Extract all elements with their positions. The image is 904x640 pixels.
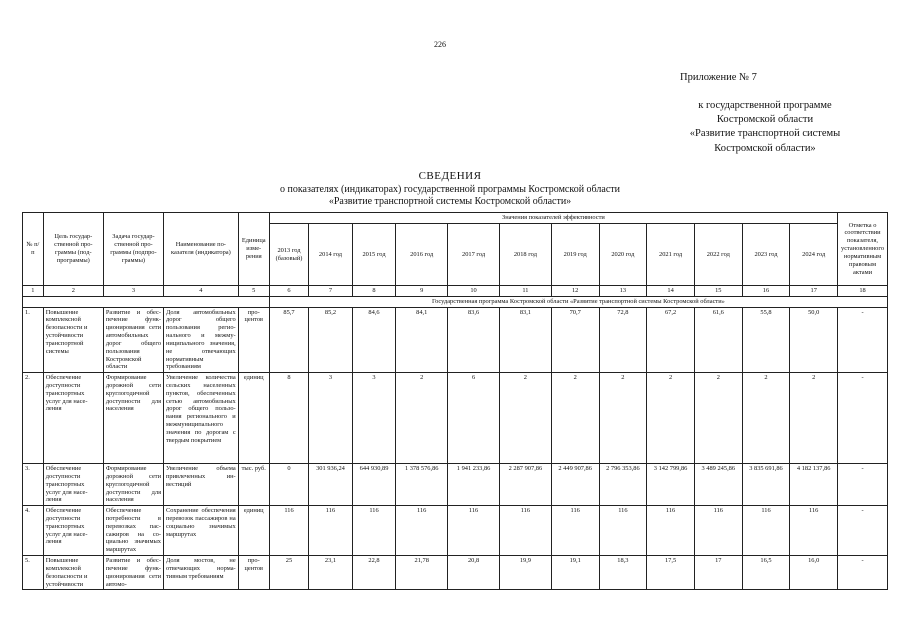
appendix-block bbox=[640, 72, 890, 156]
row-value: 116 bbox=[309, 506, 353, 556]
row-value: 2 bbox=[647, 373, 695, 464]
row-value: 116 bbox=[599, 506, 647, 556]
row-value: 50,0 bbox=[790, 307, 838, 373]
row-value: 2 796 353,86 bbox=[599, 464, 647, 506]
row-value: 3 142 799,86 bbox=[647, 464, 695, 506]
row-value: 116 bbox=[396, 506, 448, 556]
column-number: 15 bbox=[694, 286, 742, 297]
row-value: 8 bbox=[269, 373, 308, 464]
row-value: 20,8 bbox=[448, 556, 500, 590]
row-task: Формирование дорожной сети круглогодичной доступности для населения bbox=[103, 373, 163, 464]
column-number: 12 bbox=[551, 286, 599, 297]
row-value: 116 bbox=[790, 506, 838, 556]
row-value: 2 449 907,86 bbox=[551, 464, 599, 506]
table-row bbox=[23, 373, 888, 464]
row-value: 0 bbox=[269, 464, 308, 506]
row-value: 19,9 bbox=[499, 556, 551, 590]
row-unit: тыс. руб. bbox=[238, 464, 269, 506]
row-task: Обеспечение потребности в перевозках пассажиров на социально значимых маршрутах bbox=[103, 506, 163, 556]
row-value: 2 bbox=[694, 373, 742, 464]
appendix-title: Приложение № 7 bbox=[680, 72, 757, 83]
row-value: 2 bbox=[396, 373, 448, 464]
row-value: 116 bbox=[694, 506, 742, 556]
row-value: 55,8 bbox=[742, 307, 790, 373]
row-value: 116 bbox=[551, 506, 599, 556]
row-value: 116 bbox=[647, 506, 695, 556]
appendix-reference bbox=[640, 99, 890, 156]
header-values-group: Значения показателей эффективности bbox=[269, 213, 837, 224]
row-value: 2 bbox=[499, 373, 551, 464]
row-value: 25 bbox=[269, 556, 308, 590]
header-year: 2024 год bbox=[790, 224, 838, 286]
row-value: 116 bbox=[742, 506, 790, 556]
header-indicator: Наименование показателя (индикатора) bbox=[164, 213, 239, 286]
row-goal: Обеспечение доступности транспортных услуг для населения bbox=[43, 464, 103, 506]
header-unit: Единица измерения bbox=[238, 213, 269, 286]
header-year: 2022 год bbox=[694, 224, 742, 286]
row-num: 4. bbox=[23, 506, 44, 556]
header-task: Задача государственной программы (подпрограммы) bbox=[103, 213, 163, 286]
column-number: 10 bbox=[448, 286, 500, 297]
appendix-line: Костромской области bbox=[716, 114, 814, 126]
column-number: 6 bbox=[269, 286, 308, 297]
table-row bbox=[23, 464, 888, 506]
row-value: 6 bbox=[448, 373, 500, 464]
row-value: 85,7 bbox=[269, 307, 308, 373]
header-goal: Цель государственной программы (подпрограммы) bbox=[43, 213, 103, 286]
header-year: 2016 год bbox=[396, 224, 448, 286]
row-value: 3 835 691,86 bbox=[742, 464, 790, 506]
row-num: 3. bbox=[23, 464, 44, 506]
header-year: 2015 год bbox=[352, 224, 396, 286]
header-row bbox=[23, 213, 888, 224]
column-number: 3 bbox=[103, 286, 163, 297]
table-row bbox=[23, 556, 888, 590]
header-num: № п/п bbox=[23, 213, 44, 286]
row-value: 84,6 bbox=[352, 307, 396, 373]
row-task: Развитие и обеспечение функционирования сети автомобильных дорог общего пользования Костромской области bbox=[103, 307, 163, 373]
row-num: 2. bbox=[23, 373, 44, 464]
header-year: 2018 год bbox=[499, 224, 551, 286]
table-row bbox=[23, 506, 888, 556]
row-value: 83,6 bbox=[448, 307, 500, 373]
header-year: 2021 год bbox=[647, 224, 695, 286]
column-number: 7 bbox=[309, 286, 353, 297]
row-value: 2 bbox=[790, 373, 838, 464]
header-year: 2020 год bbox=[599, 224, 647, 286]
row-value: 61,6 bbox=[694, 307, 742, 373]
row-note: - bbox=[838, 307, 888, 373]
row-value: 72,8 bbox=[599, 307, 647, 373]
row-goal: Обеспечение доступности транспортных услуг для населения bbox=[43, 506, 103, 556]
indicators-table bbox=[22, 212, 888, 590]
row-num: 5. bbox=[23, 556, 44, 590]
column-number: 14 bbox=[647, 286, 695, 297]
row-task: Формирование дорожной сети круглогодичной доступности для населения bbox=[103, 464, 163, 506]
row-goal: Повышение комплексной безопасности и устойчивости bbox=[43, 556, 103, 590]
row-note: - bbox=[838, 556, 888, 590]
row-value: 16,0 bbox=[790, 556, 838, 590]
row-value: 644 930,89 bbox=[352, 464, 396, 506]
row-value: 19,1 bbox=[551, 556, 599, 590]
header-note: Отметка о соответствии показателя, установленного нормативным правовым актами bbox=[838, 213, 888, 286]
column-number: 2 bbox=[43, 286, 103, 297]
row-value: 301 936,24 bbox=[309, 464, 353, 506]
row-value: 2 287 907,86 bbox=[499, 464, 551, 506]
column-number: 11 bbox=[499, 286, 551, 297]
header-year: 2023 год bbox=[742, 224, 790, 286]
appendix-line: «Развитие транспортной системы bbox=[689, 128, 841, 140]
row-indicator: Доля автомобильных дорог общего пользования регионального и межмуниципального значения, не отвечающих нормативным требованиям bbox=[164, 307, 239, 373]
row-value: 84,1 bbox=[396, 307, 448, 373]
row-value: 2 bbox=[599, 373, 647, 464]
row-value: 2 bbox=[742, 373, 790, 464]
row-indicator: Увеличение количества сельских населенных пунктов, обеспеченных сетью автомобильных дорог общего пользования регионального и межмуниципального значения по дорогам с твердым покрытием bbox=[164, 373, 239, 464]
row-value: 3 bbox=[352, 373, 396, 464]
column-number: 5 bbox=[238, 286, 269, 297]
program-title-spacer bbox=[23, 296, 270, 307]
row-unit: процентов bbox=[238, 307, 269, 373]
row-task: Развитие и обеспечение функционирования сети автомо- bbox=[103, 556, 163, 590]
row-unit: единиц bbox=[238, 506, 269, 556]
row-value: 116 bbox=[269, 506, 308, 556]
table-row bbox=[23, 307, 888, 373]
row-unit: единиц bbox=[238, 373, 269, 464]
row-note: - bbox=[838, 464, 888, 506]
page-number: 226 bbox=[434, 40, 446, 49]
column-numbers-row bbox=[23, 286, 888, 297]
row-value: 18,3 bbox=[599, 556, 647, 590]
row-value: 3 489 245,86 bbox=[694, 464, 742, 506]
row-indicator: Доля мостов, не отвечающих нормативным требованиям bbox=[164, 556, 239, 590]
document-heading bbox=[240, 170, 660, 209]
row-unit: процентов bbox=[238, 556, 269, 590]
header-year: 2013 год (базовый) bbox=[269, 224, 308, 286]
row-value: 70,7 bbox=[551, 307, 599, 373]
row-num: 1. bbox=[23, 307, 44, 373]
program-title-row bbox=[23, 296, 888, 307]
heading-title: СВЕДЕНИЯ bbox=[418, 170, 482, 182]
row-value: 1 941 233,86 bbox=[448, 464, 500, 506]
column-number: 18 bbox=[838, 286, 888, 297]
appendix-line: Костромской области» bbox=[714, 142, 816, 154]
row-value: 85,2 bbox=[309, 307, 353, 373]
column-number: 1 bbox=[23, 286, 44, 297]
column-number: 9 bbox=[396, 286, 448, 297]
row-value: 4 182 137,86 bbox=[790, 464, 838, 506]
row-value: 116 bbox=[352, 506, 396, 556]
header-year: 2017 год bbox=[448, 224, 500, 286]
column-number: 17 bbox=[790, 286, 838, 297]
heading-line-2: «Развитие транспортной системы Костромской области» bbox=[328, 196, 572, 208]
column-number: 16 bbox=[742, 286, 790, 297]
column-number: 13 bbox=[599, 286, 647, 297]
row-note: - bbox=[838, 373, 888, 464]
appendix-line: к государственной программе bbox=[698, 100, 832, 111]
column-number: 8 bbox=[352, 286, 396, 297]
row-indicator: Увеличение объема привлеченных инвестиций bbox=[164, 464, 239, 506]
row-value: 17 bbox=[694, 556, 742, 590]
row-goal: Обеспечение доступности транспортных услуг для населения bbox=[43, 373, 103, 464]
row-value: 1 378 576,86 bbox=[396, 464, 448, 506]
row-note: - bbox=[838, 506, 888, 556]
row-value: 3 bbox=[309, 373, 353, 464]
row-value: 21,78 bbox=[396, 556, 448, 590]
row-value: 83,1 bbox=[499, 307, 551, 373]
program-title: Государственная программа Костромской области «Развитие транспортной системы Костромской области» bbox=[269, 296, 887, 307]
header-year: 2014 год bbox=[309, 224, 353, 286]
row-value: 22,8 bbox=[352, 556, 396, 590]
column-number: 4 bbox=[164, 286, 239, 297]
row-value: 67,2 bbox=[647, 307, 695, 373]
row-value: 116 bbox=[448, 506, 500, 556]
row-indicator: Сохранение обеспечения перевозок пассажиров на социально значимых маршрутах bbox=[164, 506, 239, 556]
row-value: 2 bbox=[551, 373, 599, 464]
heading-line-1: о показателях (индикаторах) государственной программы Костромской области bbox=[280, 183, 620, 195]
row-value: 16,5 bbox=[742, 556, 790, 590]
row-value: 23,1 bbox=[309, 556, 353, 590]
header-year: 2019 год bbox=[551, 224, 599, 286]
row-value: 17,5 bbox=[647, 556, 695, 590]
row-value: 116 bbox=[499, 506, 551, 556]
row-goal: Повышение комплексной безопасности и устойчивости транспортной системы bbox=[43, 307, 103, 373]
